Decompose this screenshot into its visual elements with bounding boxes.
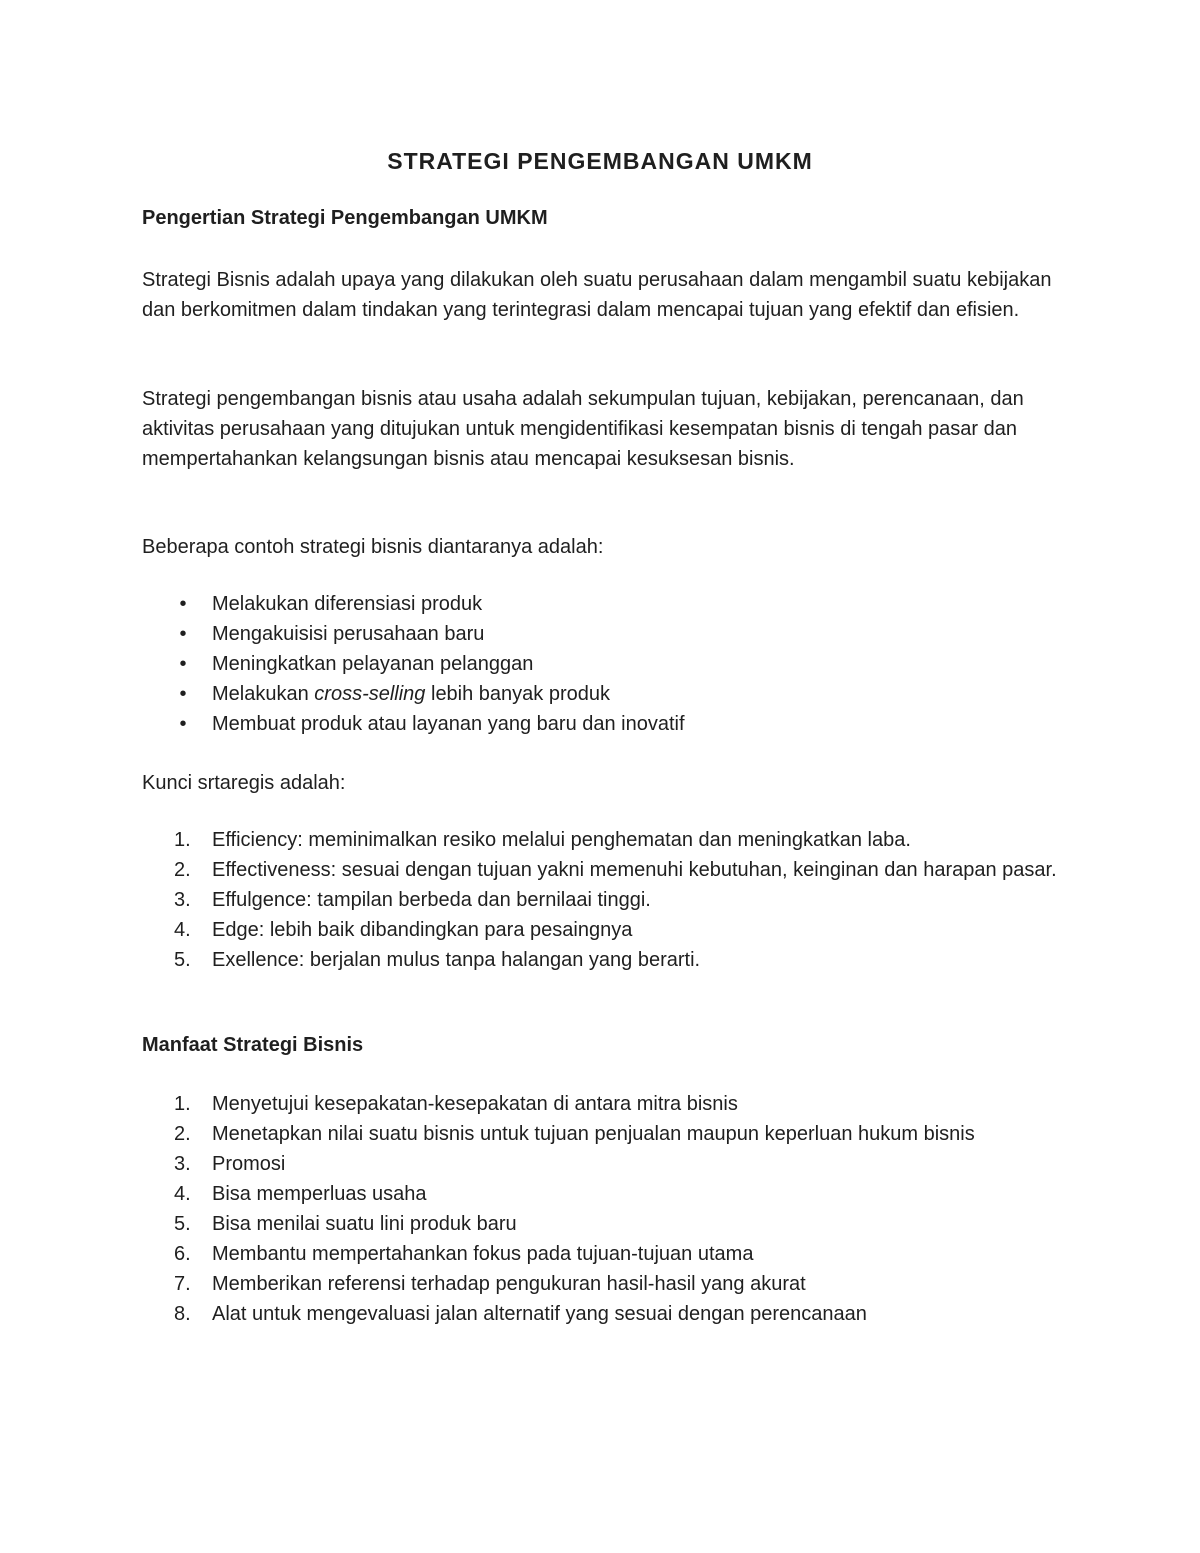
list-number: 5. [174, 949, 191, 971]
list-item-text: Promosi [212, 1153, 286, 1175]
list-item-text: Efficiency: meminimalkan resiko melalui penghematan dan meningkatkan laba. [212, 829, 911, 851]
list-item-text: Bisa menilai suatu lini produk baru [212, 1213, 517, 1235]
list-item-text: Menyetujui kesepakatan-kesepakatan di antara mitra bisnis [212, 1093, 738, 1115]
list-item-text: Membuat produk atau layanan yang baru dan inovatif [212, 713, 685, 735]
bullet-icon: • [179, 653, 187, 675]
list-item [142, 1239, 1062, 1269]
document-title: STRATEGI PENGEMBANGAN UMKM [387, 148, 813, 174]
list-item-text-after: lebih banyak produk [425, 683, 611, 705]
list-item [142, 945, 1062, 975]
list-number: 3. [174, 889, 191, 911]
list-item-text: Bisa memperluas usaha [212, 1183, 427, 1205]
list-item-italic-term: cross-selling [314, 683, 426, 705]
list-item [142, 885, 1062, 915]
list-number: 6. [174, 1243, 191, 1265]
list-item [142, 619, 1062, 649]
list-number: 4. [174, 919, 191, 941]
bullet-icon: • [179, 623, 187, 645]
list-item-text: Effectiveness: sesuai dengan tujuan yakni memenuhi kebutuhan, keinginan dan harapan pasar. [212, 859, 1057, 881]
list-item [142, 1179, 1062, 1209]
list-item-text: Meningkatkan pelayanan pelanggan [212, 653, 534, 675]
list-item [142, 589, 1062, 619]
list-item [142, 915, 1062, 945]
list-item [142, 1269, 1062, 1299]
examples-bullet-list [142, 589, 1062, 739]
paragraph-strategi-pengembangan: Strategi pengembangan bisnis atau usaha adalah sekumpulan tujuan, kebijakan, perencanaan, dan aktivitas perusahaan yang ditujukan untuk mengidentifikasi kesempatan bisnis di tengah pasar dan mempertahankan kelangsungan bisnis atau mencapai kesuksesan bisnis. [142, 388, 1024, 470]
list-item-text: Melakukan diferensiasi produk [212, 593, 483, 615]
list-item [142, 825, 1062, 855]
list-item [142, 709, 1062, 739]
list-number: 5. [174, 1213, 191, 1235]
list-number: 4. [174, 1183, 191, 1205]
bullet-icon: • [179, 713, 187, 735]
list-number: 1. [174, 1093, 191, 1115]
examples-intro: Beberapa contoh strategi bisnis diantaranya adalah: [142, 536, 604, 558]
benefits-numbered-list [142, 1089, 1062, 1329]
keys-intro: Kunci srtaregis adalah: [142, 772, 346, 794]
list-item-text: Memberikan referensi terhadap pengukuran hasil-hasil yang akurat [212, 1273, 806, 1295]
keys-numbered-list [142, 825, 1062, 975]
list-item-text: Mengakuisisi perusahaan baru [212, 623, 485, 645]
list-number: 2. [174, 859, 191, 881]
list-item [142, 1089, 1062, 1119]
list-item-text: Edge: lebih baik dibandingkan para pesaingnya [212, 919, 633, 941]
bullet-icon: • [179, 593, 187, 615]
list-item [142, 855, 1062, 885]
list-number: 3. [174, 1153, 191, 1175]
section-heading-pengertian: Pengertian Strategi Pengembangan UMKM [142, 207, 548, 229]
list-item [142, 1119, 1062, 1149]
list-item-text: Menetapkan nilai suatu bisnis untuk tujuan penjualan maupun keperluan hukum bisnis [212, 1123, 975, 1145]
list-item [142, 1149, 1062, 1179]
list-item [142, 1209, 1062, 1239]
list-item [142, 1299, 1062, 1329]
list-item-text: Effulgence: tampilan berbeda dan bernilaai tinggi. [212, 889, 651, 911]
list-number: 7. [174, 1273, 191, 1295]
list-item-text-before: Melakukan [212, 683, 315, 705]
list-item [142, 649, 1062, 679]
section-heading-manfaat: Manfaat Strategi Bisnis [142, 1034, 364, 1056]
list-item [142, 679, 1062, 709]
list-number: 1. [174, 829, 191, 851]
list-item-text: Alat untuk mengevaluasi jalan alternatif yang sesuai dengan perencanaan [212, 1303, 867, 1325]
list-number: 2. [174, 1123, 191, 1145]
bullet-icon: • [179, 683, 187, 705]
list-item-text: Exellence: berjalan mulus tanpa halangan yang berarti. [212, 949, 701, 971]
list-item-text: Membantu mempertahankan fokus pada tujuan-tujuan utama [212, 1243, 754, 1265]
paragraph-strategi-bisnis: Strategi Bisnis adalah upaya yang dilakukan oleh suatu perusahaan dalam mengambil suatu kebijakan dan berkomitmen dalam tindakan yang terintegrasi dalam mencapai tujuan yang efektif dan efisien. [142, 269, 1052, 321]
list-number: 8. [174, 1303, 191, 1325]
